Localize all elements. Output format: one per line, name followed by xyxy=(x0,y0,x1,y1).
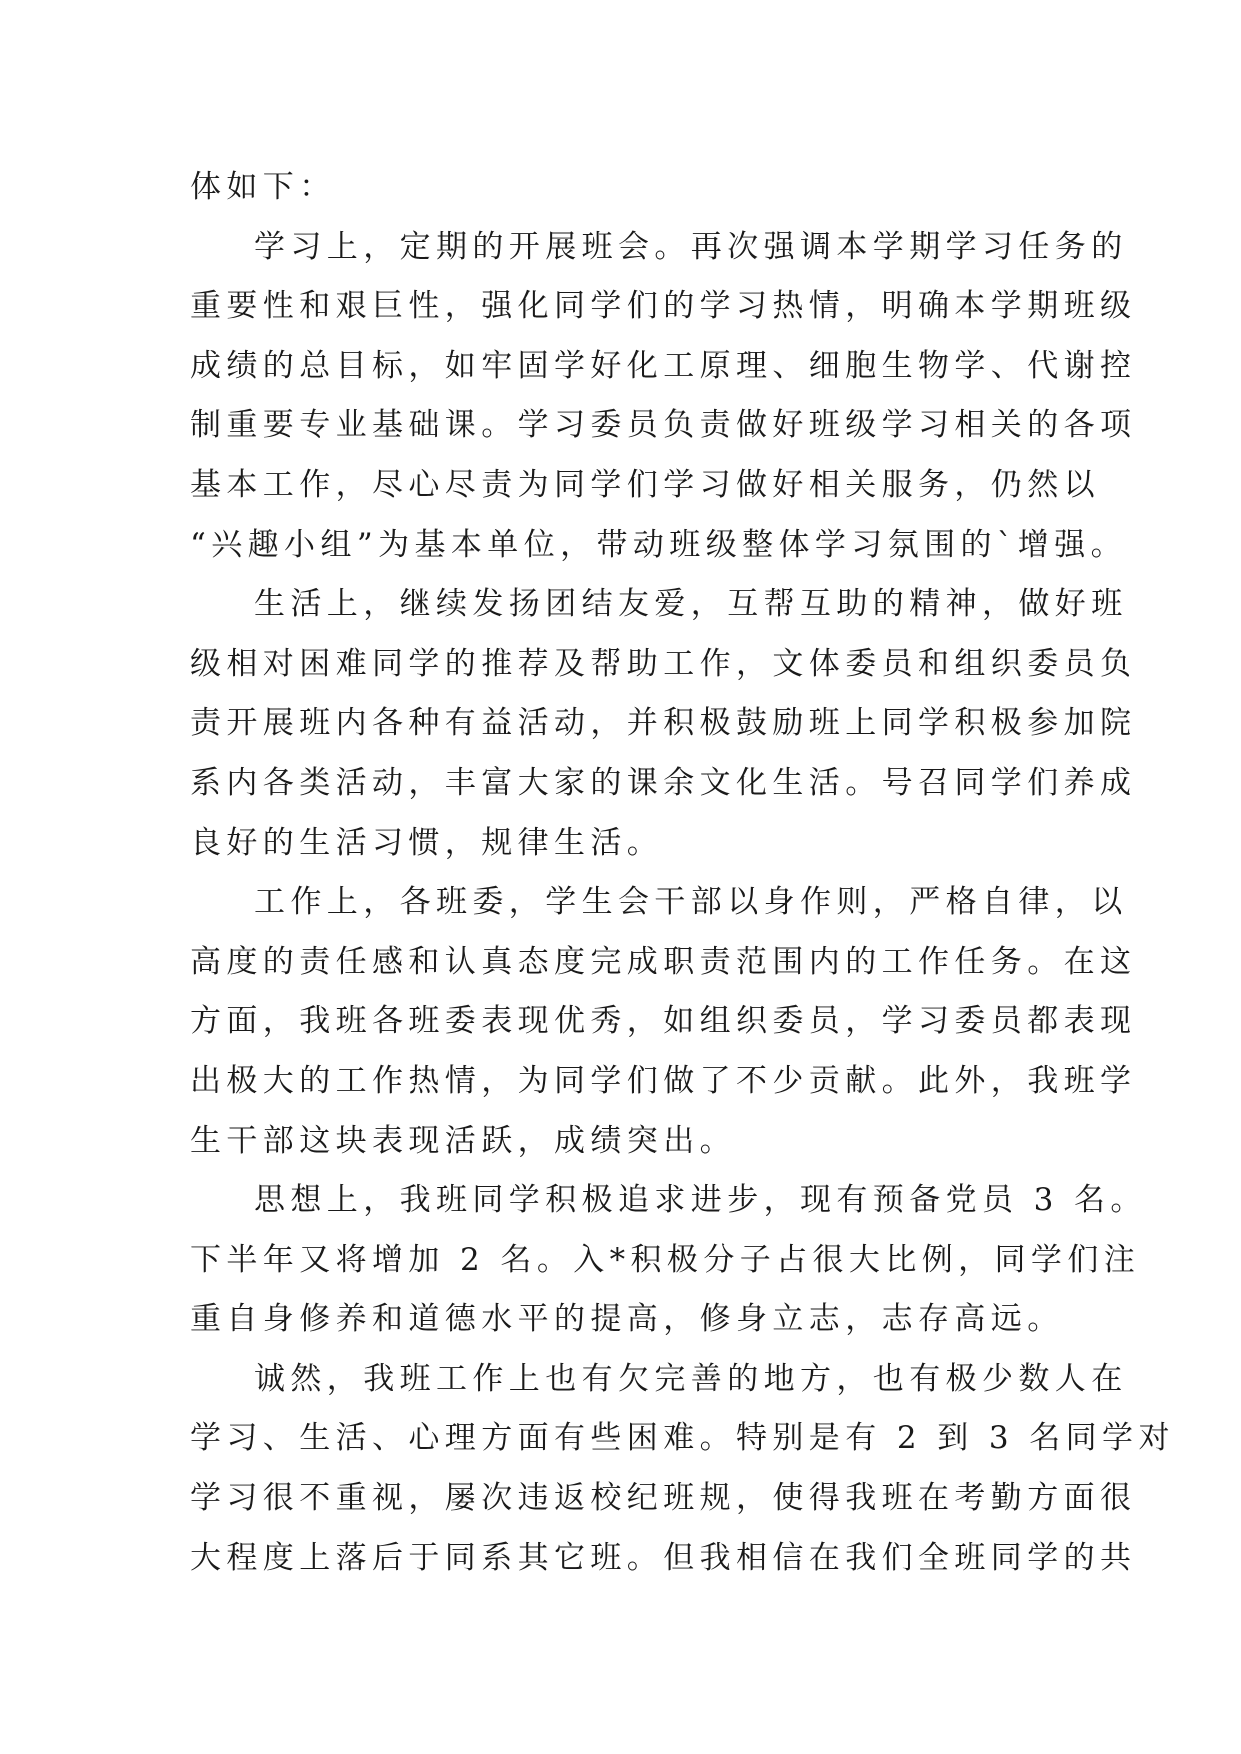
text-line: 学习、生活、心理方面有些困难。特别是有 2 到 3 名同学对 xyxy=(190,1420,1175,1457)
text-line: 基本工作，尽心尽责为同学们学习做好相关服务，仍然以 xyxy=(190,466,1100,503)
text-line: “兴趣小组”为基本单位，带动班级整体学习氛围的`增强。 xyxy=(190,526,1127,563)
paragraph-first-line: 学习上，定期的开展班会。再次强调本学期学习任务的 xyxy=(254,228,1128,265)
text-line: 体如下： xyxy=(190,169,336,205)
text-line: 系内各类活动，丰富大家的课余文化生活。号召同学们养成 xyxy=(190,764,1137,801)
text-line: 大程度上落后于同系其它班。但我相信在我们全班同学的共 xyxy=(190,1539,1137,1576)
text-line: 重自身修养和道德水平的提高，修身立志，志存高远。 xyxy=(190,1301,1064,1338)
text-line: 责开展班内各种有益活动，并积极鼓励班上同学积极参加院 xyxy=(190,705,1137,742)
paragraph-first-line: 工作上，各班委，学生会干部以身作则，严格自律，以 xyxy=(254,884,1128,921)
text-line: 学习很不重视，屡次违返校纪班规，使得我班在考勤方面很 xyxy=(190,1480,1137,1517)
text-line: 制重要专业基础课。学习委员负责做好班级学习相关的各项 xyxy=(190,407,1137,444)
text-line: 出极大的工作热情，为同学们做了不少贡献。此外，我班学 xyxy=(190,1062,1137,1099)
text-line: 级相对困难同学的推荐及帮助工作，文体委员和组织委员负 xyxy=(190,645,1137,682)
paragraph-first-line: 诚然，我班工作上也有欠完善的地方，也有极少数人在 xyxy=(254,1360,1128,1397)
text-line: 成绩的总目标，如牢固学好化工原理、细胞生物学、代谢控 xyxy=(190,347,1137,384)
paragraph-first-line: 思想上，我班同学积极追求进步，现有预备党员 3 名。 xyxy=(254,1182,1147,1219)
text-line: 重要性和艰巨性，强化同学们的学习热情，明确本学期班级 xyxy=(190,288,1137,325)
paragraph-first-line: 生活上，继续发扬团结友爱，互帮互助的精神，做好班 xyxy=(254,586,1128,623)
body-text xyxy=(190,158,1175,1588)
text-line: 下半年又将增加 2 名。入*积极分子占很大比例，同学们注 xyxy=(190,1241,1141,1278)
text-line: 方面，我班各班委表现优秀，如组织委员，学习委员都表现 xyxy=(190,1003,1137,1040)
text-line: 生干部这块表现活跃，成绩突出。 xyxy=(190,1122,736,1159)
text-line: 良好的生活习惯，规律生活。 xyxy=(190,824,664,861)
text-line: 高度的责任感和认真态度完成职责范围内的工作任务。在这 xyxy=(190,943,1137,980)
